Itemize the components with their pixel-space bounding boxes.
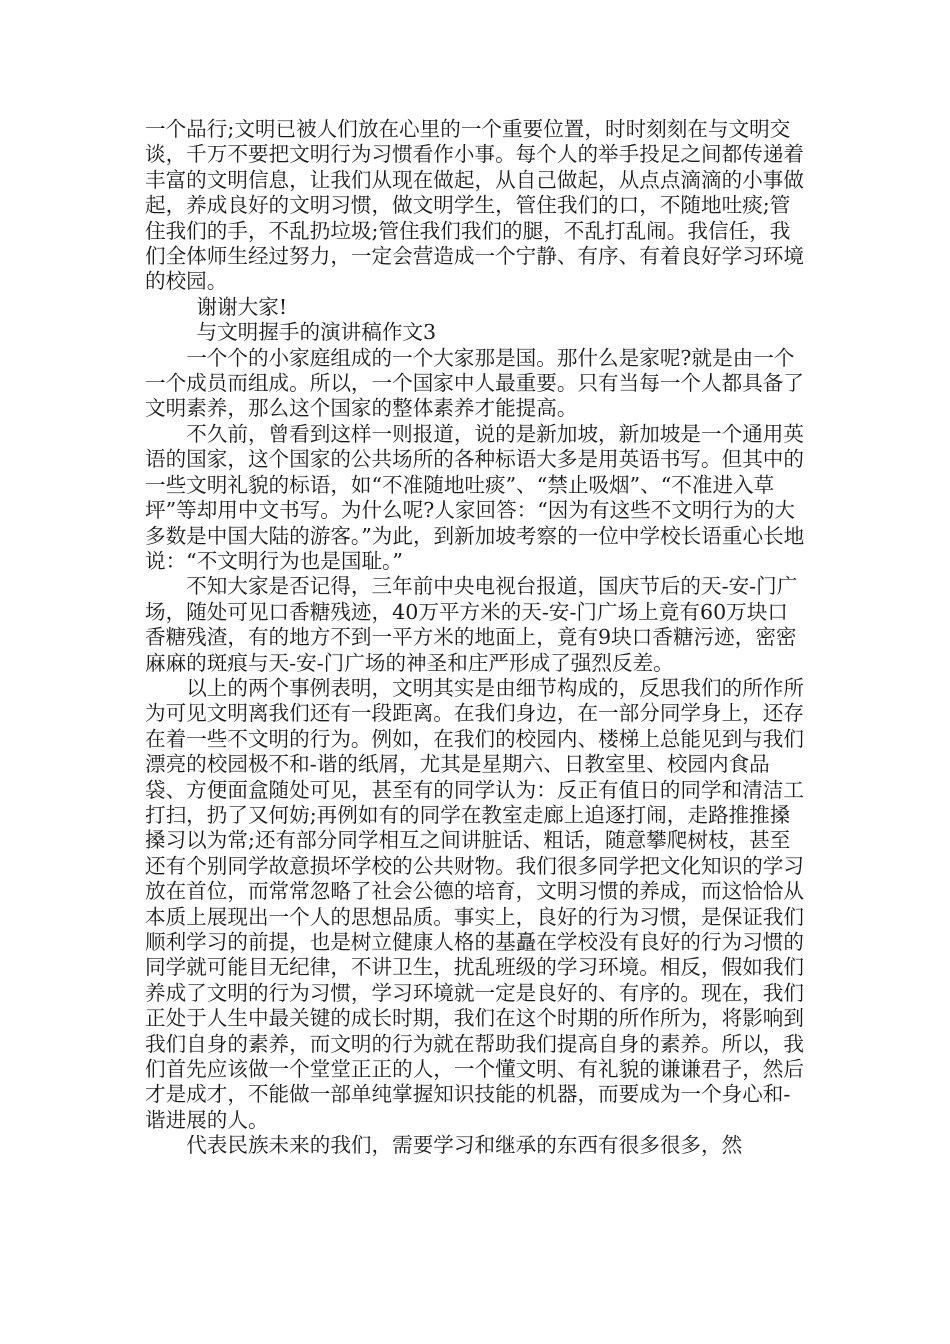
paragraph-thanks: 谢谢大家! [196,294,288,319]
section-heading: 与文明握手的演讲稿作文3 [196,320,437,345]
paragraph-family-nation: 一个个的小家庭组成的一个大家那是国。那什么是家呢?就是由一个一个成员而组成。所以，一个国家中人最重要。只有当每一个人都具备了文明素养，那么这个国家的整体素养才能提高。 [145,345,804,421]
paragraph-examples: 以上的两个事例表明，文明其实是由细节构成的，反思我们的所作所为可见文明离我们还有一段距离。在我们身边，在一部分同学身上，还存在着一些不文明的行为。例如，在我们的校园内、楼梯上总能见到与我们漂亮的校园极不和-谐的纸屑，尤其是星期六、日教室里、校园内食品袋、方便面盒随处可见，甚至有的同学认为：反正有值日的同学和清洁工打扫，扔了又何妨;再例如有的同学在教室走廊上追逐打闹，走路推推搡搡习以为常;还有部分同学相互之间讲脏话、粗话，随意攀爬树枝，甚至还有个别同学故意损坏学校的公共财物。我们很多同学把文化知识的学习放在首位，而常常忽略了社会公德的培育，文明习惯的养成，而这恰恰从本质上展现出一个人的思想品质。事实上，良好的行为习惯，是保证我们顺利学习的前提，也是树立健康人格的基矗在学校没有良好的行为习惯的同学就可能目无纪律，不讲卫生，扰乱班级的学习环境。相反，假如我们养成了文明的行为习惯，学习环境就一定是良好的、有序的。现在，我们正处于人生中最关键的成长时期，我们在这个时期的所作所为，将影响到我们自身的素养，而文明的行为就在帮助我们提高自身的素养。所以，我们首先应该做一个堂堂正正的人，一个懂文明、有礼貌的谦谦君子，然后才是成才，不能做一部单纯掌握知识技能的机器，而要成为一个身心和-谐进展的人。 [145,675,804,1132]
paragraph-closing: 一个品行;文明已被人们放在心里的一个重要位置，时时刻刻在与文明交谈，千万不要把文明行为习惯看作小事。每个人的举手投足之间都传递着丰富的文明信息，让我们从现在做起，从自己做起，从点点滴滴的小事做起，养成良好的文明习惯，做文明学生，管住我们的口，不随地吐痰;管住我们的手，不乱扔垃圾;管住我们我们的腿，不乱打乱闹。我信任，我们全体师生经过努力，一定会营造成一个宁静、有序、有着良好学习环境的校园。 [145,117,804,294]
document-page [145,117,805,1159]
paragraph-tiananmen: 不知大家是否记得，三年前中央电视台报道，国庆节后的天-安-门广场，随处可见口香糖残迹，40万平方米的天-安-门广场上竟有60万块口香糖残渣，有的地方不到一平方米的地面上，竟有9块口香糖污迹，密密麻麻的斑痕与天-安-门广场的神圣和庄严形成了强烈反差。 [145,574,798,675]
paragraph-singapore: 不久前，曾看到这样一则报道，说的是新加坡，新加坡是一个通用英语的国家，这个国家的公共场所的各种标语大多是用英语书写。但其中的一些文明礼貌的标语，如“不准随地吐痰”、“禁止吸烟”、“不准进入草坪”等却用中文书写。为什么呢?人家回答：“因为有这些不文明行为的大多数是中国大陆的游客。”为此，到新加坡考察的一位中学校长语重心长地说：“不文明行为也是国耻。” [145,421,805,573]
paragraph-future: 代表民族未来的我们，需要学习和继承的东西有很多很多，然 [186,1133,743,1158]
